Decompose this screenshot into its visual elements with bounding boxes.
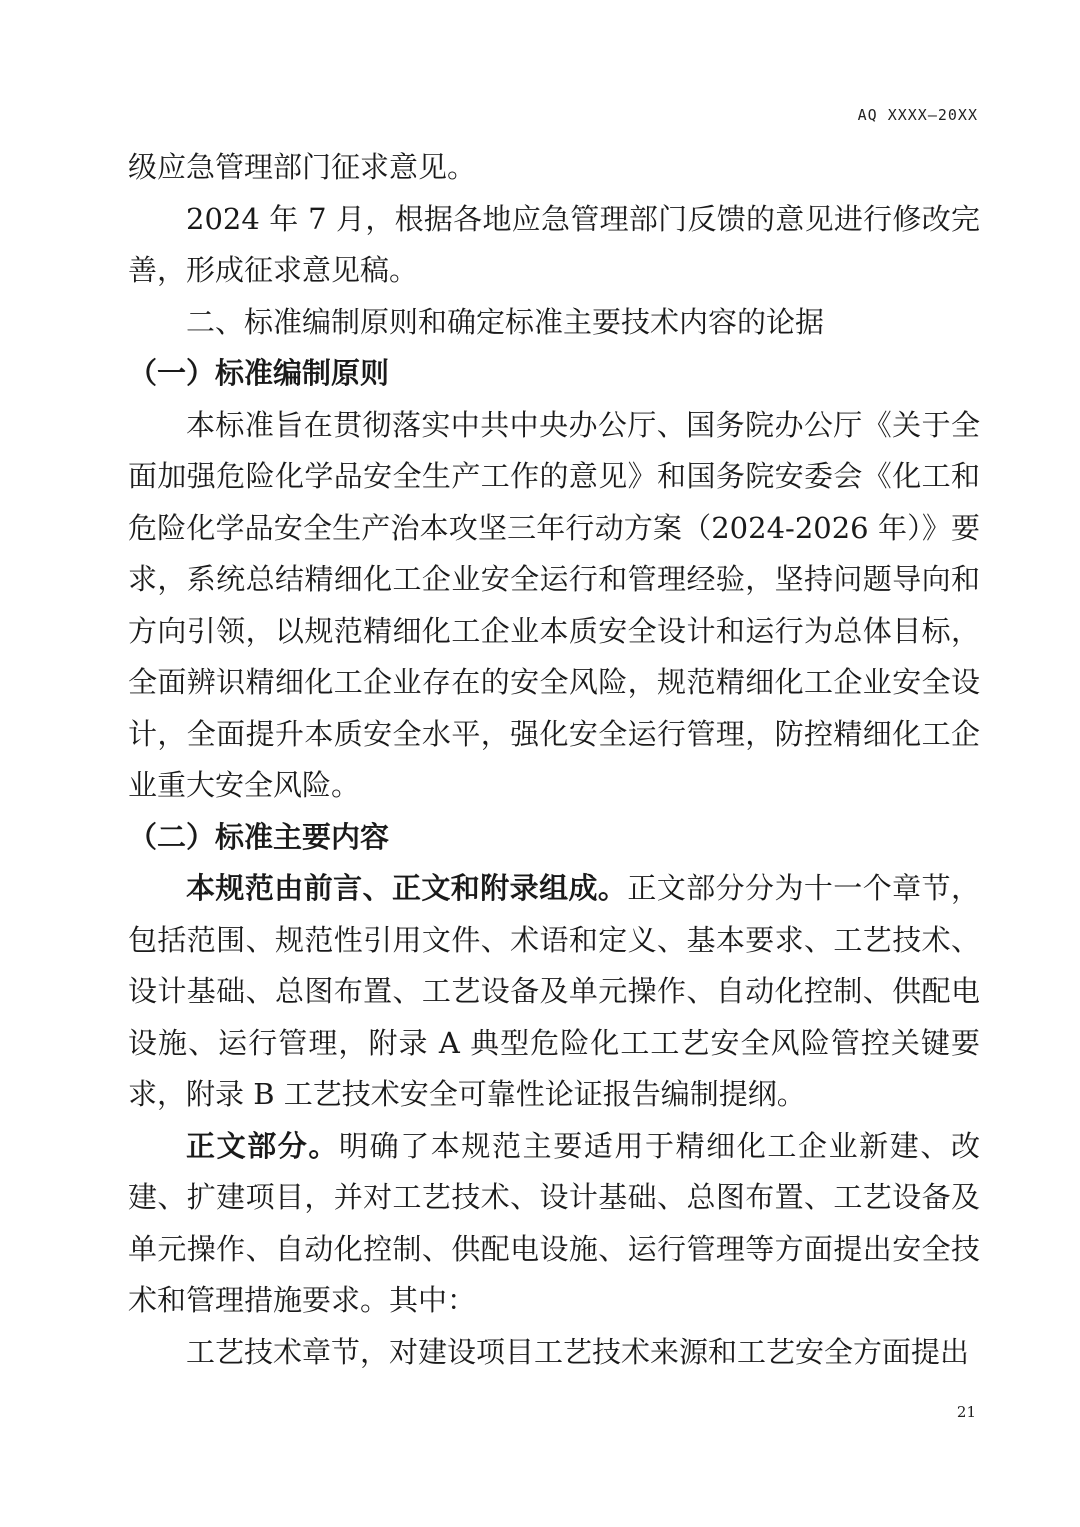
- paragraph-revision-history: 2024 年 7 月，根据各地应急管理部门反馈的意见进行修改完善，形成征求意见稿。: [128, 201, 980, 287]
- document-body: [128, 142, 980, 1378]
- section-title: 二、标准编制原则和确定标准主要技术内容的论据: [186, 304, 825, 339]
- paragraph-main-text-lead: 正文部分。: [186, 1128, 339, 1163]
- paragraph-structure: [128, 863, 980, 1121]
- paragraph-continuation: 级应急管理部门征求意见。: [128, 150, 477, 184]
- paragraph-structure-text: 正文部分分为十一个章节，包括范围、规范性引用文件、术语和定义、基本要求、工艺技术、设计基础、总图布置、工艺设备及单元操作、自动化控制、供配电设施、运行管理，附录 A 典型危险化工工艺安全风险管控关键要求，附录 B 工艺技术安全可靠性论证报告编制提纲。: [128, 871, 980, 1111]
- subsection-heading-principles: （一）标准编制原则: [128, 356, 390, 390]
- document-code: AQ XXXX—20XX: [857, 106, 978, 124]
- paragraph-process-technology: 工艺技术章节，对建设项目工艺技术来源和工艺安全方面提出: [186, 1334, 970, 1369]
- paragraph-structure-lead: 本规范由前言、正文和附录组成。: [186, 871, 628, 905]
- paragraph-principles: 本标准旨在贯彻落实中共中央办公厅、国务院办公厅《关于全面加强危险化学品安全生产工作的意见》和国务院安委会《化工和危险化学品安全生产治本攻坚三年行动方案（2024-2026 年）》要求，系统总结精细化工企业安全运行和管理经验，坚持问题导向和方向引领，以规范精细化工企业本质安全设计和运行为总体目标，全面辨识精细化工企业存在的安全风险，规范精细化工企业安全设计，全面提升本质安全水平，强化安全运行管理，防控精细化工企业重大安全风险。: [128, 407, 980, 802]
- paragraph-main-text-body: 明确了本规范主要适用于精细化工企业新建、改建、扩建项目，并对工艺技术、设计基础、总图布置、工艺设备及单元操作、自动化控制、供配电设施、运行管理等方面提出安全技术和管理措施要求。其中：: [128, 1128, 980, 1317]
- page-number: 21: [956, 1403, 976, 1421]
- subsection-heading-content: （二）标准主要内容: [128, 819, 390, 854]
- paragraph-main-text: [128, 1121, 980, 1327]
